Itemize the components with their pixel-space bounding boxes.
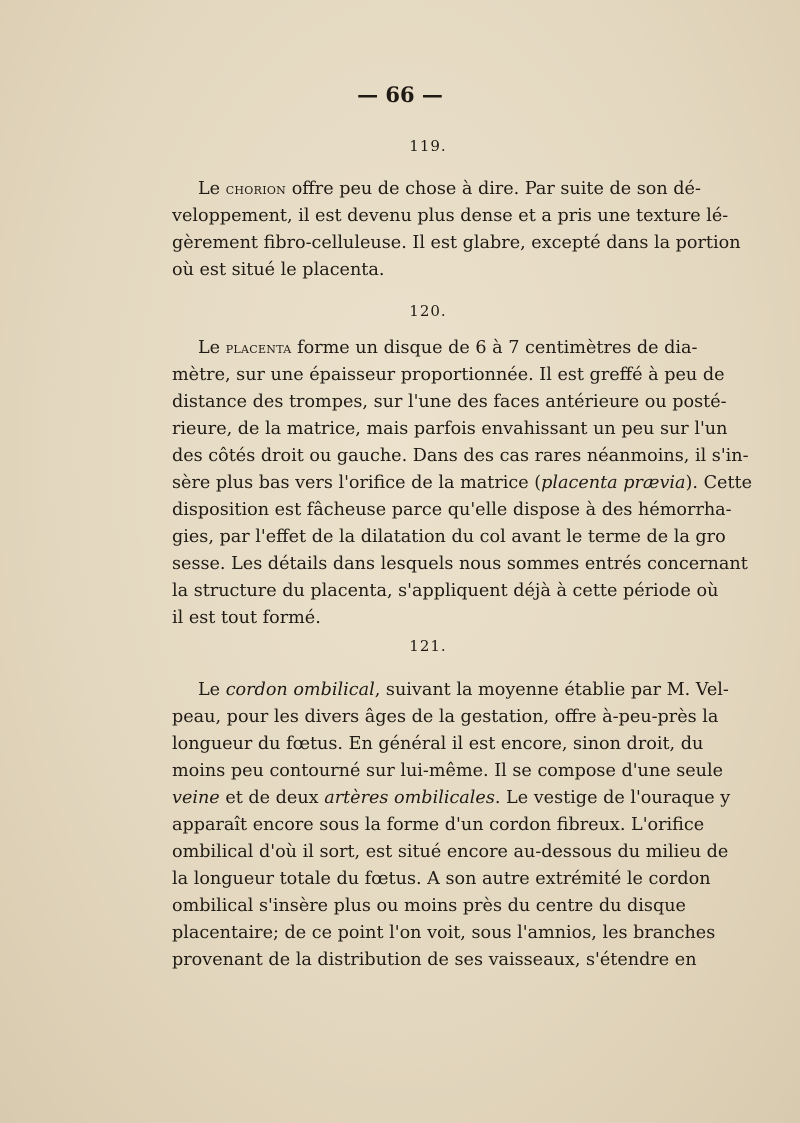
text-line bbox=[172, 257, 680, 284]
text-line bbox=[172, 785, 731, 812]
text-line bbox=[172, 605, 680, 632]
text-line bbox=[172, 551, 748, 578]
text-run: des côtés droit ou gauche. Dans des cas rares néanmoins, il s'in- bbox=[172, 446, 749, 466]
text-run: veloppement, il est devenu plus dense et a pris une texture lé- bbox=[172, 206, 729, 226]
small-caps-term: chorion bbox=[225, 180, 287, 198]
italic-term: cordon ombilical bbox=[225, 680, 375, 700]
text-run: apparaît encore sous la forme d'un cordon fibreux. L'orifice bbox=[172, 815, 705, 835]
text-run: longueur du fœtus. En général il est encore, sinon droit, du bbox=[172, 734, 704, 754]
text-line bbox=[172, 470, 753, 497]
small-caps-term: placenta bbox=[225, 339, 292, 357]
text-run: rieure, de la matrice, mais parfois envahissant un peu sur l'un bbox=[172, 419, 728, 439]
text-run: sesse. Les détails dans lesquels nous sommes entrés concernant bbox=[172, 554, 748, 574]
text-run: Le bbox=[198, 179, 226, 199]
section-number-120: 120. bbox=[409, 302, 447, 320]
text-line bbox=[172, 416, 728, 443]
text-run: la structure du placenta, s'appliquent déjà à cette période où bbox=[172, 581, 719, 601]
text-line bbox=[172, 176, 701, 203]
text-run: ombilical d'où il sort, est situé encore au-dessous du milieu de bbox=[172, 842, 729, 862]
text-run: Le bbox=[198, 338, 226, 358]
text-run: placentaire; de ce point l'on voit, sous l'amnios, les branches bbox=[172, 923, 716, 943]
text-run: forme un disque de 6 à 7 centimètres de dia- bbox=[291, 338, 698, 358]
text-line bbox=[172, 947, 697, 974]
text-line bbox=[172, 812, 705, 839]
text-run: ). Cette bbox=[685, 473, 753, 493]
text-run: Le bbox=[198, 680, 226, 700]
text-line bbox=[172, 497, 732, 524]
text-run: moins peu contourné sur lui-même. Il se compose d'une seule bbox=[172, 761, 724, 781]
text-run: distance des trompes, sur l'une des faces antérieure ou posté- bbox=[172, 392, 727, 412]
text-line bbox=[172, 335, 698, 362]
text-run: mètre, sur une épaisseur proportionnée. Il est greffé à peu de bbox=[172, 365, 725, 385]
text-run: . Le vestige de l'ouraque y bbox=[494, 788, 731, 808]
italic-term: placenta prævia bbox=[541, 473, 686, 493]
text-run: sère plus bas vers l'orifice de la matrice ( bbox=[172, 473, 542, 493]
paragraph-121 bbox=[172, 677, 731, 974]
section-number-121: 121. bbox=[409, 637, 447, 655]
text-line bbox=[172, 731, 704, 758]
text-run: , suivant la moyenne établie par M. Vel- bbox=[374, 680, 729, 700]
text-line bbox=[172, 920, 716, 947]
text-run: peau, pour les divers âges de la gestation, offre à-peu-près la bbox=[172, 707, 719, 727]
text-line bbox=[172, 704, 719, 731]
text-line bbox=[172, 758, 724, 785]
italic-term: artères ombilicales bbox=[324, 788, 495, 808]
text-run: la longueur totale du fœtus. A son autre extrémité le cordon bbox=[172, 869, 711, 889]
text-line bbox=[172, 203, 729, 230]
text-line bbox=[172, 443, 749, 470]
text-run: offre peu de chose à dire. Par suite de son dé- bbox=[286, 179, 701, 199]
text-run: ombilical s'insère plus ou moins près du centre du disque bbox=[172, 896, 686, 916]
text-run: provenant de la distribution de ses vaisseaux, s'étendre en bbox=[172, 950, 697, 970]
text-run: où est situé le placenta. bbox=[172, 260, 385, 280]
text-line bbox=[172, 677, 729, 704]
text-line bbox=[172, 362, 725, 389]
paragraph-120 bbox=[172, 335, 753, 632]
text-line bbox=[172, 893, 686, 920]
text-line bbox=[172, 389, 727, 416]
text-line bbox=[172, 578, 719, 605]
paragraph-119 bbox=[172, 176, 741, 284]
text-run: gèrement fibro-celluleuse. Il est glabre, excepté dans la portion bbox=[172, 233, 741, 253]
italic-term: veine bbox=[172, 788, 220, 808]
page-number: — 66 — bbox=[357, 82, 443, 107]
text-run: disposition est fâcheuse parce qu'elle dispose à des hémorrha- bbox=[172, 500, 732, 520]
text-run: il est tout formé. bbox=[172, 608, 321, 628]
text-run: gies, par l'effet de la dilatation du col avant le terme de la gro bbox=[172, 527, 726, 547]
text-line bbox=[172, 839, 729, 866]
text-line bbox=[172, 524, 726, 551]
text-line bbox=[172, 230, 741, 257]
text-line bbox=[172, 866, 711, 893]
text-run: et de deux bbox=[219, 788, 325, 808]
section-number-119: 119. bbox=[409, 137, 447, 155]
